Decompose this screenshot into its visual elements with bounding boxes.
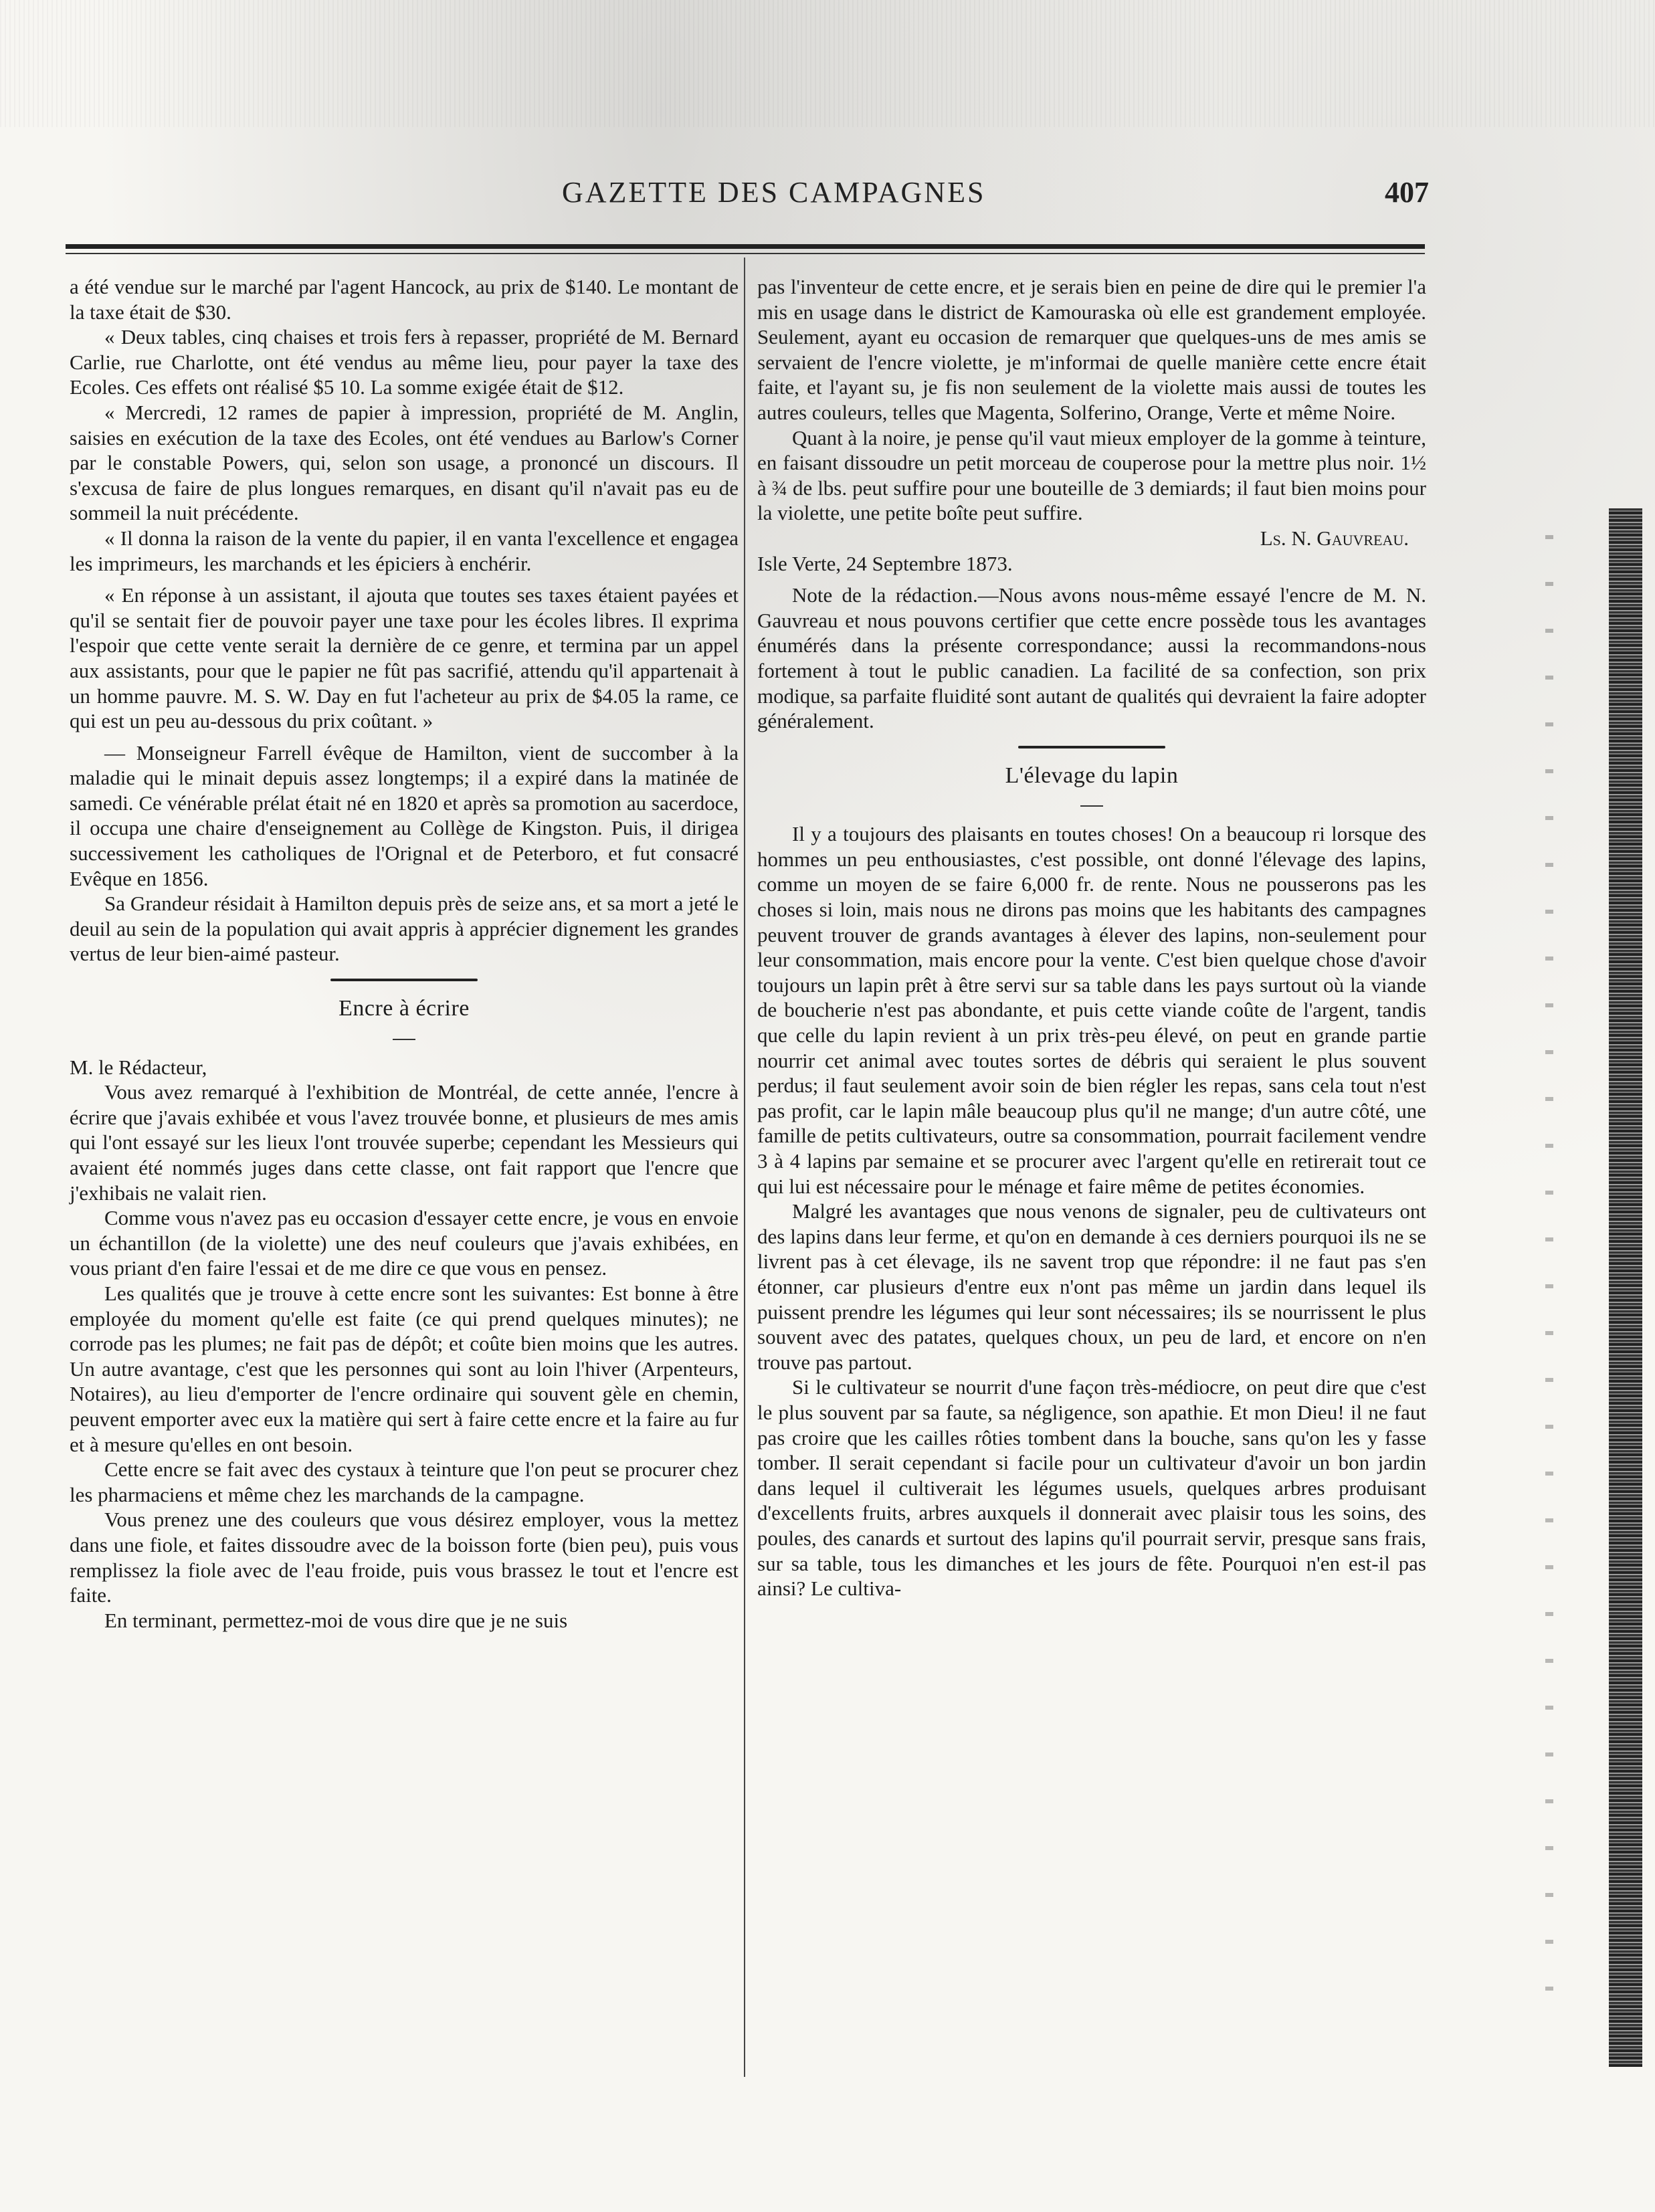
paragraph: Les qualités que je trouve à cette encre sont les suivantes: Est bonne à être employée du moment qu'elle est faite (ce qui prend quelques minutes); ne corrode pas les plumes; ne fait pas de dépôt; et coûte bien moins que les autres. Un autre avantage, c'est que les personnes qui sont au loin l'hiver (Arpenteurs, Notaires), au lieu d'emporter de l'encre ordinaire qui souvent gèle en chemin, peuvent emporter avec eux la matière qui sert à faire cette encre et la faire au fur et à mesure qu'elles en ont besoin. bbox=[70, 1281, 739, 1456]
section-title: Encre à écrire bbox=[338, 996, 470, 1021]
paragraph: pas l'inventeur de cette encre, et je serais bien en peine de dire qui le premier l'a mis en usage dans le district de Kamouraska où elle est grandement employée. Seulement, ayant eu occasion de remarquer que quelques-uns de mes amis se servaient de l'encre violette, je m'informai de quelle manière cette encre était faite, et l'ayant su, je fis non seulement de la violette mais aussi de toutes les autres couleurs, telles que Magenta, Solferino, Orange, Verte et même Noire. bbox=[757, 275, 1426, 424]
paragraph: « Il donna la raison de la vente du papier, il en vanta l'excellence et engagea les imprimeurs, les marchands et les épiciers à enchérir. bbox=[70, 526, 739, 575]
editor-note: Note de la rédaction.—Nous avons nous-même essayé l'encre de M. N. Gauvreau et nous pouvons certifier que cette encre possède tous les avantages énumérés dans la présente correspondance; aussi la recommandons-nous fortement à tout le public canadien. La facilité de sa confection, son prix modique, sa parfaite fluidité sont autant de qualités qui devraient la faire adopter généralement. bbox=[757, 583, 1426, 733]
paragraph: — Monseigneur Farrell évêque de Hamilton, vient de succomber à la maladie qui le minait depuis assez longtemps; il a expiré dans la matinée de samedi. Ce vénérable prélat était né en 1820 et après sa promotion au sacerdoce, il occupa une chaire d'enseignement au Collège de Kingston. Puis, il dirigea successivement les catholiques de l'Orignal et de Peterboro, et fut consacré Evêque en 1856. bbox=[70, 740, 739, 890]
place-date: Isle Verte, 24 Septembre 1873. bbox=[757, 551, 1013, 575]
paragraph: Quant à la noire, je pense qu'il vaut mieux employer de la gomme à teinture, en faisant dissoudre un petit morceau de couperose pour la mettre plus noir. 1½ à ¾ de lbs. peut suffire pour une bouteille de 3 demiards; il faut bien moins pour la violette, une petite boîte peut suffire. bbox=[757, 425, 1426, 525]
left-column bbox=[70, 274, 739, 1633]
title-dash bbox=[393, 1039, 415, 1040]
paragraph: Sa Grandeur résidait à Hamilton depuis près de seize ans, et sa mort a jeté le deuil au sein de la population qui avait appris à apprécier dignement les grandes vertus de leur bien-aimé pasteur. bbox=[70, 892, 739, 966]
paragraph: Comme vous n'avez pas eu occasion d'essayer cette encre, je vous en envoie un échantillon (de la violette) une des neuf couleurs que j'avais exhibées, en vous priant d'en faire l'essai et de me dire ce que vous en pensez. bbox=[70, 1206, 739, 1280]
section-title: L'élevage du lapin bbox=[1005, 763, 1179, 788]
page-number: 407 bbox=[1385, 176, 1429, 209]
column-divider bbox=[744, 258, 745, 2077]
title-dash bbox=[1080, 805, 1103, 807]
paragraph: « En réponse à un assistant, il ajouta que toutes ses taxes étaient payées et qu'il se sentait fier de pouvoir payer une taxe pour les écoles libres. Il exprima l'espoir que cette vente serait la dernière de ce genre, et termina par un appel aux assistants, pour que le papier ne fût pas sacrifié, attendu qu'il appartenait à un homme pauvre. M. S. W. Day en fut l'acheteur au prix de $4.05 la rame, ce qui est un peu au-dessous du prix coûtant. » bbox=[70, 583, 739, 733]
paragraph: Cette encre se fait avec des cystaux à teinture que l'on peut se procurer chez les pharmaciens et même chez les marchands de la campagne. bbox=[70, 1457, 739, 1506]
paragraph: a été vendue sur le marché par l'agent Hancock, au prix de $140. Le montant de la taxe était de $30. bbox=[70, 275, 739, 324]
scan-artifact bbox=[1545, 535, 1553, 2007]
salutation: M. le Rédacteur, bbox=[70, 1055, 207, 1079]
page-header bbox=[522, 175, 1432, 222]
paragraph: Il y a toujours des plaisants en toutes choses! On a beaucoup ri lorsque des hommes un peu enthousiastes, c'est possible, ont donné l'élevage des lapins, comme un moyen de se faire 6,000 fr. de rente. Nous ne pousserons pas les choses si loin, mais nous ne dirons pas moins que les habitants des campagnes peuvent trouver de grands avantages à élever des lapins, non-seulement pour leur consommation, mais encore pour la vente. C'est bien quelque chose d'avoir toujours un lapin prêt à être servi sur sa table dans les pays surtout où la viande de boucherie n'est pas abondante, et puis cette viande coûte de l'argent, tandis que celle du lapin revient à un prix très-peu élevé, on peut en grande partie nourrir cet animal avec toutes sortes de débris qui seraient le plus souvent perdus; il faut seulement avoir soin de bien régler les repas, sans cela tout n'est pas profit, car le lapin mâle beaucoup plus qu'il ne mange; d'un autre côté, une famille de petits cultivateurs, outre sa consommation, pourrait facilement vendre 3 à 4 lapins par semaine et se procurer avec l'argent qu'elle en retirerait tout ce qui lui est nécessaire pour le ménage et faire même de petites économies. bbox=[757, 822, 1426, 1198]
paragraph: « Mercredi, 12 rames de papier à impression, propriété de M. Anglin, saisies en exécution de la taxe des Ecoles, ont été vendues au Barlow's Corner par le constable Powers, qui, selon son usage, a prononcé un discours. Il s'excusa de faire de plus longues remarques, en disant qu'il n'avait pas eu de sommeil la nuit précédente. bbox=[70, 400, 739, 525]
binding-edge bbox=[1609, 508, 1642, 2067]
paragraph: Vous avez remarqué à l'exhibition de Montréal, de cette année, l'encre à écrire que j'avais exhibée et vous l'avez trouvée bonne, et plusieurs de mes amis qui l'ont essayé sur les lieux l'ont trouvée superbe; cependant les Messieurs qui avaient été nommés juges dans cette classe, ont fait rapport que l'encre que j'exhibais ne valait rien. bbox=[70, 1080, 739, 1205]
right-column bbox=[757, 274, 1426, 1601]
section-separator bbox=[330, 979, 478, 981]
publication-title: GAZETTE DES CAMPAGNES bbox=[562, 176, 986, 209]
header-rule-thin bbox=[66, 253, 1425, 254]
section-separator bbox=[1018, 746, 1165, 748]
header-rule bbox=[66, 244, 1425, 249]
scan-noise bbox=[0, 0, 1655, 127]
paragraph: « Deux tables, cinq chaises et trois fers à repasser, propriété de M. Bernard Carlie, rue Charlotte, ont été vendus au même lieu, pour payer la taxe des Ecoles. Ces effets ont réalisé $5 10. La somme exigée était de $12. bbox=[70, 325, 739, 399]
paragraph: Vous prenez une des couleurs que vous désirez employer, vous la mettez dans une fiole, et faites dissoudre avec de la boisson forte (bien peu), puis vous remplissez la fiole avec de l'eau froide, puis vous brassez le tout et l'encre est faite. bbox=[70, 1508, 739, 1607]
paragraph: En terminant, permettez-moi de vous dire que je ne suis bbox=[104, 1608, 568, 1632]
paragraph: Malgré les avantages que nous venons de signaler, peu de cultivateurs ont des lapins dans leur ferme, et qu'on en demande à ces derniers pourquoi ils ne se livrent pas à cet élevage, ils ne savent trop que répondre: il ne faut pas s'en étonner, car plusieurs d'entre eux n'ont pas même un jardin dans lequel ils puissent prendre les légumes qui leur sont nécessaires; ils se nourrissent le plus souvent avec des patates, quelques choux, un peu de lard, et encore on n'en trouve pas partout. bbox=[757, 1199, 1426, 1374]
signature: Ls. N. Gauvreau. bbox=[1260, 526, 1409, 550]
paragraph: Si le cultivateur se nourrit d'une façon très-médiocre, on peut dire que c'est le plus souvent par sa faute, sa négligence, son apathie. Et mon Dieu! il ne faut pas croire que les cailles rôties tombent dans la bouche, sans qu'on les y fasse tomber. Il serait cependant si facile pour un cultivateur d'avoir un bon jardin dans lequel il cultiverait les légumes usuels, quelques arbres produisant d'excellents fruits, arbres auxquels il donnerait avec plaisir tous les soins, des poules, des canards et surtout des lapins qu'il pourrait servir, presque sans frais, sur sa table, tous les dimanches et les jours de fête. Pourquoi n'en est-il pas ainsi? Le cultiva- bbox=[757, 1375, 1426, 1601]
